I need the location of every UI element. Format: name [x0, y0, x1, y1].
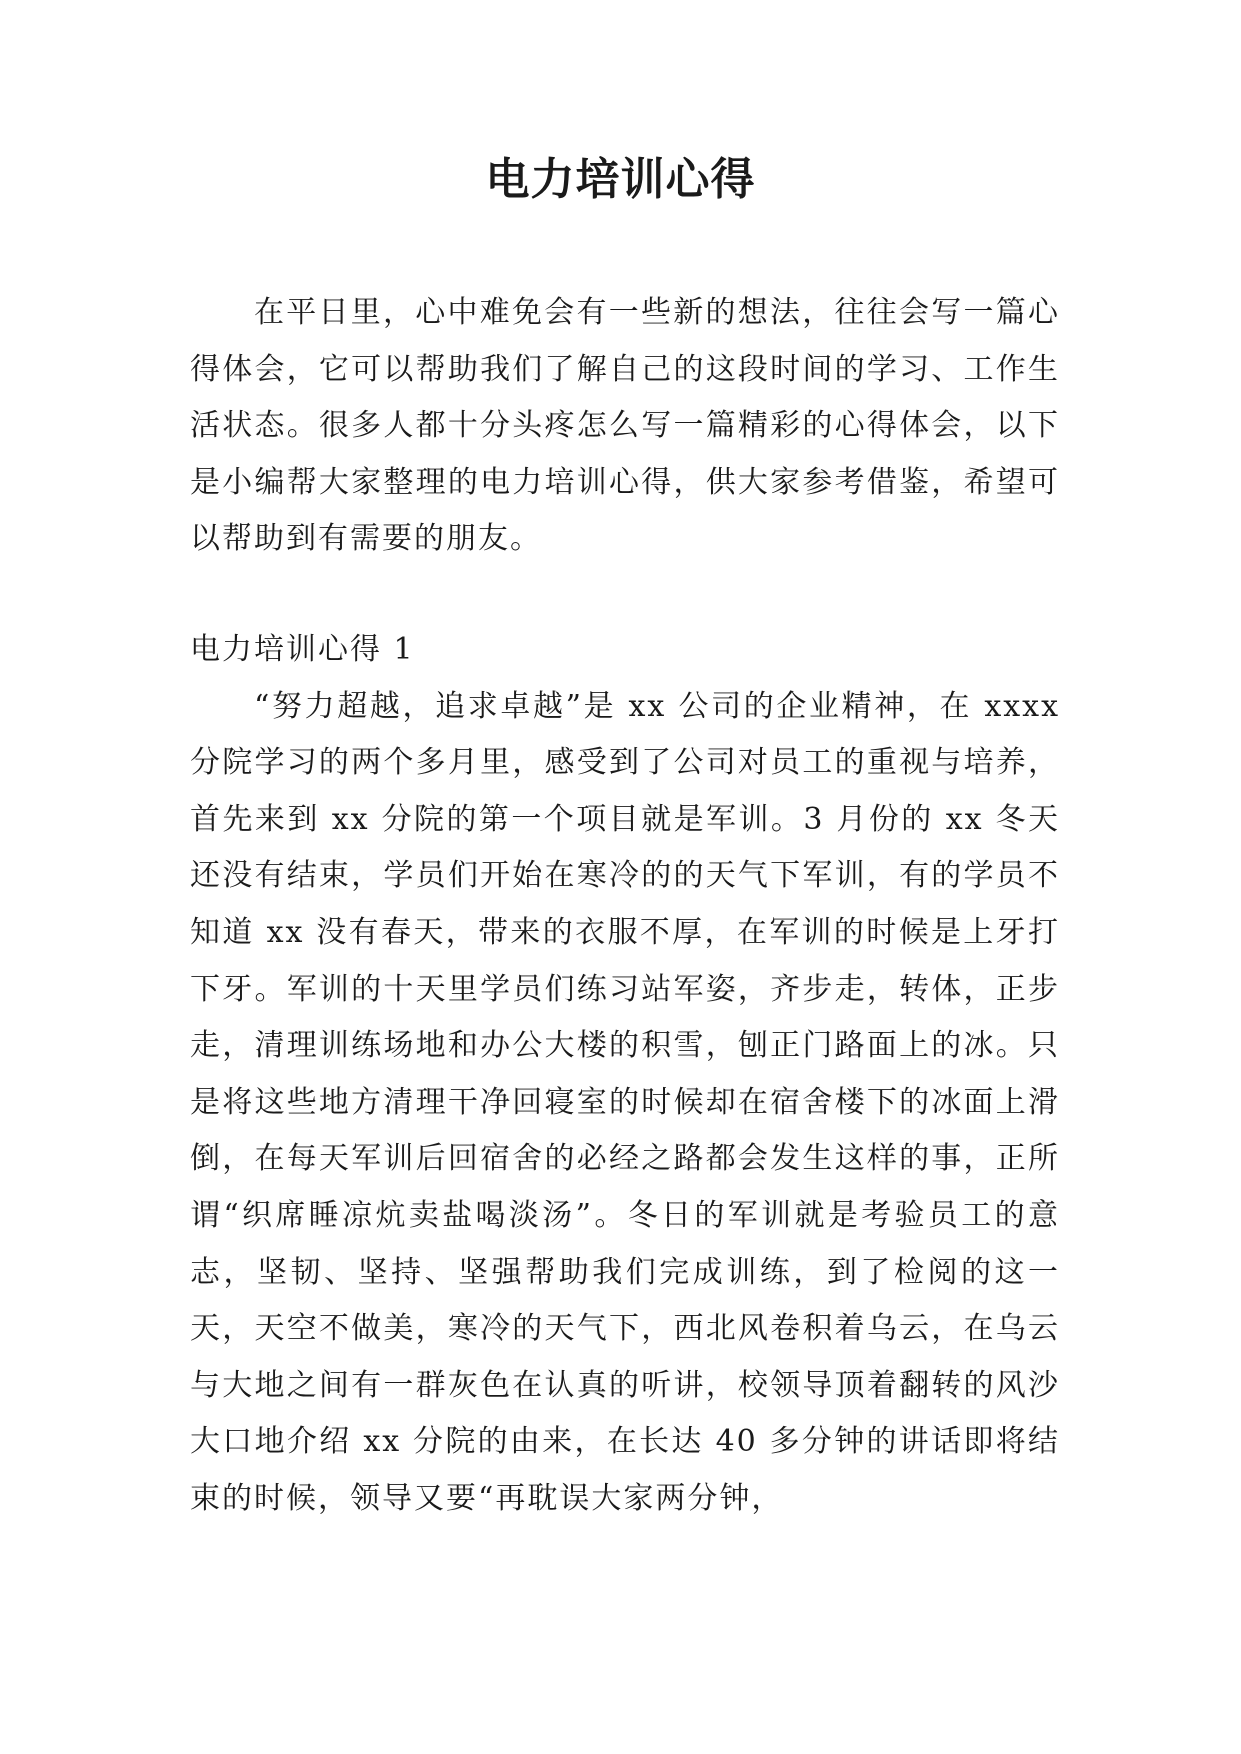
intro-paragraph: 在平日里，心中难免会有一些新的想法，往往会写一篇心得体会，它可以帮助我们了解自己的这段时间的学习、工作生活状态。很多人都十分头疼怎么写一篇精彩的心得体会，以下是小编帮大家整理的电力培训心得，供大家参考借鉴，希望可以帮助到有需要的朋友。 — [190, 295, 1060, 557]
section-heading: 电力培训心得 1 — [190, 631, 415, 667]
page-title: 电力培训心得 — [485, 154, 756, 205]
section-paragraph: “努力超越，追求卓越”是 xx 公司的企业精神，在 xxxx 分院学习的两个多月里，感受到了公司对员工的重视与培养，首先来到 xx 分院的第一个项目就是军训。3 月份的 xx 冬天还没有结束，学员们开始在寒冷的的天气下军训，有的学员不知道 xx 没有春天，带来的衣服不厚，在军训的时候是上牙打下牙。军训的十天里学员们练习站军姿，齐步走，转体，正步走，清理训练场地和办公大楼的积雪，刨正门路面上的冰。只是将这些地方清理干净回寝室的时候却在宿舍楼下的冰面上滑倒，在每天军训后回宿舍的必经之路都会发生这样的事，正所谓“织席睡凉炕卖盐喝淡汤”。冬日的军训就是考验员工的意志，坚韧、坚持、坚强帮助我们完成训练，到了检阅的这一天，天空不做美，寒冷的天气下，西北风卷积着乌云，在乌云与大地之间有一群灰色在认真的听讲，校领导顶着翻转的风沙大口地介绍 xx 分院的由来，在长达 40 多分钟的讲话即将结束的时候，领导又要“再耽误大家两分钟， — [190, 688, 1060, 1516]
document-body — [190, 285, 1060, 1527]
